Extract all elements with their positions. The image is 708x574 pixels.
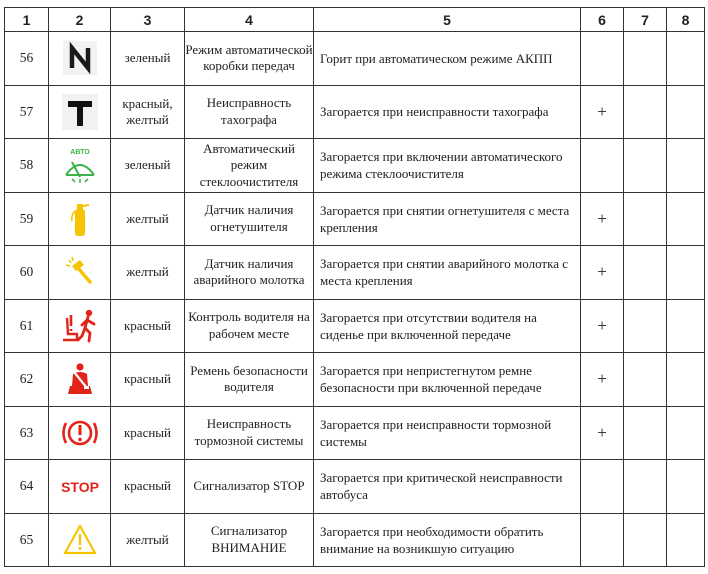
- indicator-name: Датчик наличия аварийного молотка: [185, 246, 314, 300]
- empty-cell: [667, 192, 705, 246]
- empty-cell: [667, 139, 705, 193]
- empty-cell: [624, 246, 667, 300]
- row-number: 65: [5, 513, 49, 567]
- indicator-name: Ремень безопасности водителя: [185, 353, 314, 407]
- empty-cell: [624, 406, 667, 460]
- header-cell: 4: [185, 8, 314, 32]
- table-row: [5, 513, 705, 567]
- empty-cell: [667, 85, 705, 139]
- mark-cell: +: [581, 246, 624, 300]
- header-cell: 5: [314, 8, 581, 32]
- stop-label: STOP: [60, 479, 99, 496]
- empty-cell: [624, 353, 667, 407]
- mark-cell: [581, 139, 624, 193]
- row-number: 64: [5, 460, 49, 514]
- mark-cell: +: [581, 85, 624, 139]
- row-number: 61: [5, 299, 49, 353]
- table-row: [5, 299, 705, 353]
- indicator-table: [4, 7, 705, 567]
- indicator-description: Загорается при непристегнутом ремне безопасности при включенной передаче: [314, 353, 581, 407]
- table-row: [5, 192, 705, 246]
- signal-color: красный: [111, 299, 185, 353]
- indicator-description: Загорается при снятии аварийного молотка с места крепления: [314, 246, 581, 300]
- signal-color: красный: [111, 460, 185, 514]
- indicator-name: Режим автоматической коробки передач: [185, 32, 314, 86]
- stop-icon: [58, 466, 102, 506]
- header-row: [5, 8, 705, 32]
- header-cell: 1: [5, 8, 49, 32]
- header-cell: 3: [111, 8, 185, 32]
- empty-cell: [624, 460, 667, 514]
- attention-triangle-icon: [58, 520, 102, 560]
- indicator-name: Контроль водителя на рабочем месте: [185, 299, 314, 353]
- table-row: [5, 139, 705, 193]
- table-row: [5, 460, 705, 514]
- indicator-description: Загорается при критической неисправности автобуса: [314, 460, 581, 514]
- header-cell: 6: [581, 8, 624, 32]
- mark-cell: [581, 460, 624, 514]
- row-number: 57: [5, 85, 49, 139]
- mark-cell: +: [581, 299, 624, 353]
- empty-cell: [624, 299, 667, 353]
- signal-color: красный: [111, 353, 185, 407]
- row-number: 58: [5, 139, 49, 193]
- header-cell: 2: [49, 8, 111, 32]
- indicator-name: Сигнализатор STOP: [185, 460, 314, 514]
- indicator-description: Загорается при отсутствии водителя на сиденье при включенной передаче: [314, 299, 581, 353]
- table-row: [5, 353, 705, 407]
- empty-cell: [667, 460, 705, 514]
- empty-cell: [624, 513, 667, 567]
- empty-cell: [624, 85, 667, 139]
- indicator-description: Горит при автоматическом режиме АКПП: [314, 32, 581, 86]
- row-number: 63: [5, 406, 49, 460]
- signal-color: желтый: [111, 246, 185, 300]
- empty-cell: [624, 139, 667, 193]
- row-number: 62: [5, 353, 49, 407]
- indicator-description: Загорается при неисправности тахографа: [314, 85, 581, 139]
- table-row: [5, 246, 705, 300]
- empty-cell: [667, 513, 705, 567]
- empty-cell: [667, 353, 705, 407]
- fire-extinguisher-icon: [58, 199, 102, 239]
- signal-color: красный, желтый: [111, 85, 185, 139]
- tachograph-T-icon: [58, 92, 102, 132]
- empty-cell: [667, 246, 705, 300]
- empty-cell: [667, 32, 705, 86]
- table-row: [5, 406, 705, 460]
- empty-cell: [624, 32, 667, 86]
- row-number: 60: [5, 246, 49, 300]
- mark-cell: [581, 32, 624, 86]
- mark-cell: +: [581, 406, 624, 460]
- neutral-gear-N-icon: [58, 38, 102, 78]
- signal-color: зеленый: [111, 32, 185, 86]
- header-cell: 8: [667, 8, 705, 32]
- mark-cell: +: [581, 353, 624, 407]
- row-number: 56: [5, 32, 49, 86]
- header-cell: 7: [624, 8, 667, 32]
- signal-color: красный: [111, 406, 185, 460]
- empty-cell: [667, 299, 705, 353]
- mark-cell: +: [581, 192, 624, 246]
- empty-cell: [667, 406, 705, 460]
- brake-warning-icon: [58, 413, 102, 453]
- indicator-description: Загорается при необходимости обратить внимание на возникшую ситуацию: [314, 513, 581, 567]
- signal-color: желтый: [111, 513, 185, 567]
- indicator-name: Сигнализатор ВНИМАНИЕ: [185, 513, 314, 567]
- auto-wiper-icon: [58, 145, 102, 185]
- table-row: [5, 32, 705, 86]
- mark-cell: [581, 513, 624, 567]
- indicator-description: Загорается при неисправности тормозной системы: [314, 406, 581, 460]
- signal-color: желтый: [111, 192, 185, 246]
- indicator-name: Автоматический режим стеклоочистителя: [185, 139, 314, 193]
- emergency-hammer-icon: [58, 252, 102, 292]
- indicator-description: Загорается при снятии огнетушителя с места крепления: [314, 192, 581, 246]
- row-number: 59: [5, 192, 49, 246]
- indicator-description: Загорается при включении автоматического режима стеклоочистителя: [314, 139, 581, 193]
- empty-cell: [624, 192, 667, 246]
- seatbelt-icon: [58, 359, 102, 399]
- driver-absent-icon: [58, 306, 102, 346]
- signal-color: зеленый: [111, 139, 185, 193]
- indicator-name: Неисправность тахографа: [185, 85, 314, 139]
- auto-label: АВТО: [69, 149, 90, 157]
- table-row: [5, 85, 705, 139]
- indicator-name: Неисправность тормозной системы: [185, 406, 314, 460]
- indicator-name: Датчик наличия огнетушителя: [185, 192, 314, 246]
